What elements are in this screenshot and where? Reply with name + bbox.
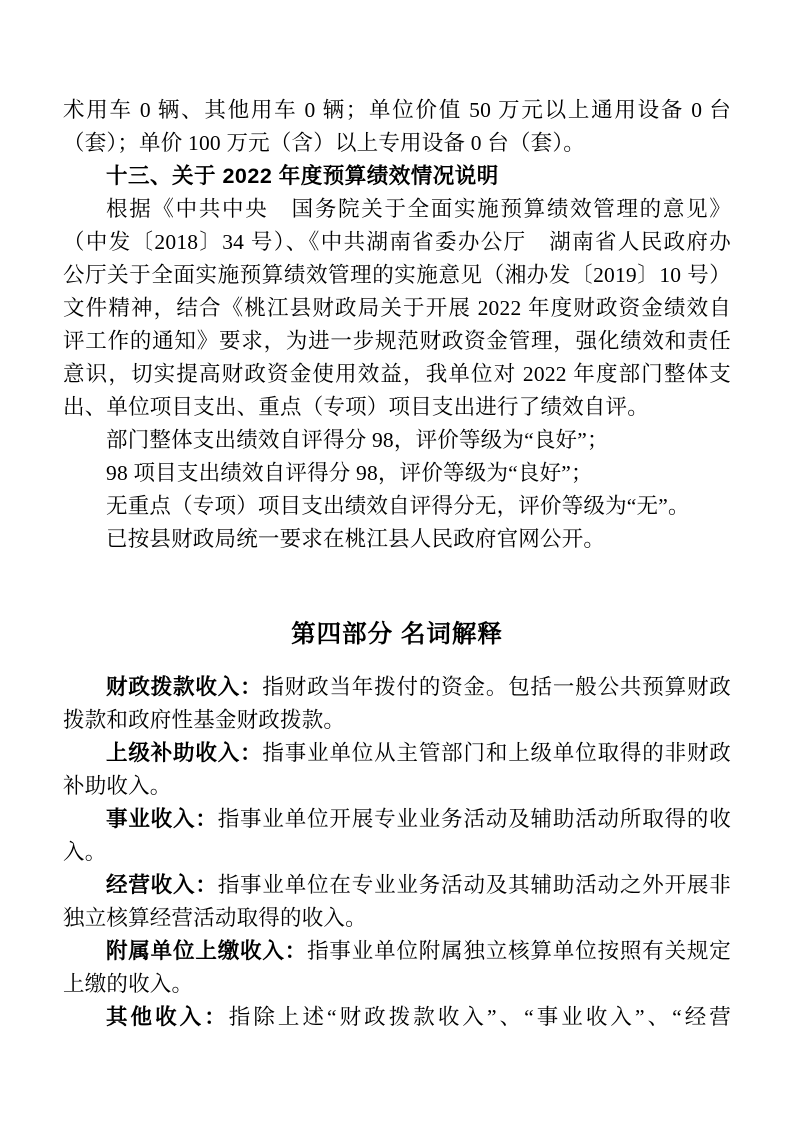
definition-term: 上级补助收入：	[106, 741, 263, 765]
definition-line: 入。	[63, 840, 107, 864]
eval-result-line: 已按县财政局统一要求在桃江县人民政府官网公开。	[106, 527, 606, 551]
definition-line	[63, 869, 731, 902]
definition-term: 财政拨款收入：	[106, 675, 263, 699]
definition-line: 拨款和政府性基金财政拨款。	[63, 708, 346, 732]
definition-line	[63, 803, 731, 836]
definition-text: 指事业单位开展专业业务活动及辅助活动所取得的收	[217, 807, 731, 831]
definition-term: 附属单位上缴收入：	[106, 939, 308, 963]
definition-term: 其他收入：	[106, 1005, 229, 1029]
section4-title: 第四部分 名词解释	[291, 621, 503, 648]
definition-line: 上缴的收入。	[63, 972, 194, 996]
definition-text: 指事业单位从主管部门和上级单位取得的非财政	[262, 741, 732, 765]
definition-term: 经营收入：	[106, 873, 218, 897]
body-line: 术用车 0 辆、其他用车 0 辆；单位价值 50 万元以上通用设备 0 台	[63, 98, 731, 122]
body-line: （套）；单价 100 万元（含）以上专用设备 0 台（套）。	[63, 131, 586, 155]
eval-result-line: 98 项目支出绩效自评得分 98，评价等级为“良好”；	[106, 461, 593, 485]
definition-term: 事业收入：	[106, 807, 218, 831]
eval-result-line: 无重点（专项）项目支出绩效自评得分无，评价等级为“无”。	[106, 494, 690, 518]
definition-line: 补助收入。	[63, 774, 172, 798]
eval-result-line: 部门整体支出绩效自评得分 98，评价等级为“良好”；	[106, 428, 609, 452]
body-line: 公厅关于全面实施预算绩效管理的实施意见（湘办发〔2019〕10 号）	[63, 263, 731, 287]
definition-text: 指事业单位在专业业务活动及其辅助活动之外开展非	[217, 873, 731, 897]
definition-text: 指事业单位附属独立核算单位按照有关规定	[307, 939, 731, 963]
body-line: 评工作的通知》要求，为进一步规范财政资金管理，强化绩效和责任	[63, 329, 731, 353]
definition-line	[63, 671, 731, 704]
definition-line	[63, 737, 731, 770]
definition-line	[63, 935, 731, 968]
definition-text: 指财政当年拨付的资金。包括一般公共预算财政	[262, 675, 732, 699]
definition-text: 指除上述“财政拨款收入”、“事业收入”、“经营	[228, 1005, 731, 1029]
body-line: 根据《中共中央 国务院关于全面实施预算绩效管理的意见》	[106, 197, 731, 221]
definition-line: 独立核算经营活动取得的收入。	[63, 906, 367, 930]
body-line: 出、单位项目支出、重点（专项）项目支出进行了绩效自评。	[63, 395, 649, 419]
definition-line	[63, 1001, 731, 1034]
body-line: 文件精神，结合《桃江县财政局关于开展 2022 年度财政资金绩效自	[63, 296, 731, 320]
body-line: （中发〔2018〕34 号）、《中共湖南省委办公厅 湖南省人民政府办	[63, 230, 731, 254]
body-line: 意识，切实提高财政资金使用效益，我单位对 2022 年度部门整体支	[63, 362, 731, 386]
section13-heading: 十三、关于 2022 年度预算绩效情况说明	[106, 164, 499, 188]
